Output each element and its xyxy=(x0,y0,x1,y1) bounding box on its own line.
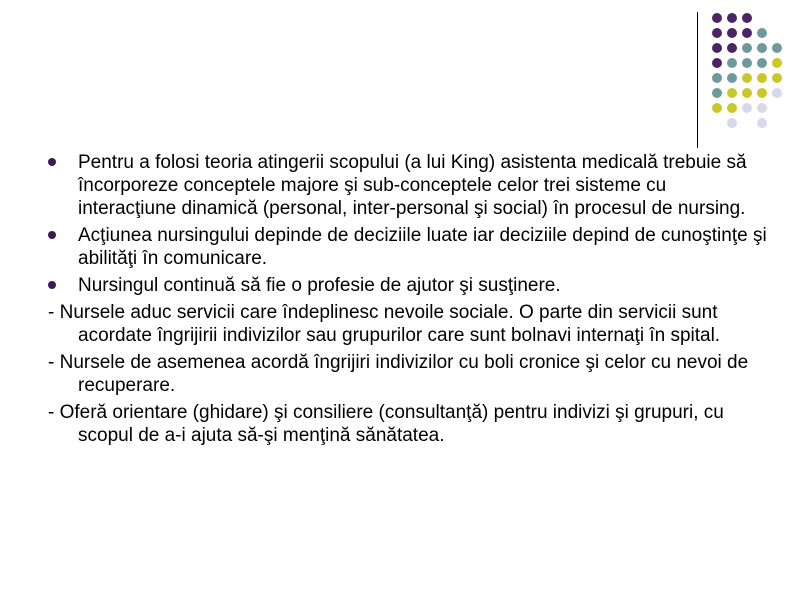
paragraph-text: - Nursele aduc servicii care îndeplinesc nevoile sociale. O parte din servicii sunt acordate îngrijirii indivizilor sau grupurilor care sunt bolnavi internaţi în spital. xyxy=(48,302,721,346)
bullet-icon xyxy=(48,281,56,289)
decorative-vertical-line xyxy=(697,12,698,148)
bullet-paragraph-1 xyxy=(48,151,768,220)
decorative-dot xyxy=(742,88,752,98)
decorative-dot xyxy=(742,28,752,38)
slide-body xyxy=(48,151,768,451)
decorative-dot xyxy=(727,28,737,38)
decorative-dot xyxy=(772,73,782,83)
decorative-dot xyxy=(712,58,722,68)
decorative-dot xyxy=(727,118,737,128)
decorative-dot xyxy=(712,13,722,23)
dot-grid-svg xyxy=(0,0,800,160)
decorative-dot xyxy=(772,88,782,98)
bullet-icon xyxy=(48,231,56,239)
decorative-dot xyxy=(712,73,722,83)
decorative-dot xyxy=(742,103,752,113)
dash-paragraph-1 xyxy=(48,301,768,347)
decorative-dot xyxy=(742,73,752,83)
decorative-dot xyxy=(727,88,737,98)
decorative-dot xyxy=(772,43,782,53)
decorative-dot xyxy=(757,118,767,128)
decorative-dot xyxy=(712,28,722,38)
decorative-dot xyxy=(712,88,722,98)
decorative-dot xyxy=(727,103,737,113)
bullet-paragraph-3 xyxy=(48,274,768,297)
decorative-dot xyxy=(727,13,737,23)
decorative-dot xyxy=(727,58,737,68)
decorative-dot xyxy=(757,73,767,83)
decorative-dot xyxy=(772,58,782,68)
decorative-dot xyxy=(712,43,722,53)
paragraph-text: Pentru a folosi teoria atingerii scopului (a lui King) asistenta medicală trebuie să încorporeze conceptele majore şi sub-conceptele celor trei sisteme cu interacţiune dinamică (personal, inter-personal şi social) în procesul de nursing. xyxy=(78,152,747,219)
decorative-dot xyxy=(727,43,737,53)
paragraph-text: Acţiunea nursingului depinde de deciziile luate iar deciziile depind de cunoştinţe şi abilităţi în comunicare. xyxy=(78,225,767,269)
dash-paragraph-3 xyxy=(48,401,768,447)
decorative-dot xyxy=(742,43,752,53)
dash-paragraph-2 xyxy=(48,351,768,397)
decorative-dot xyxy=(757,43,767,53)
decorative-dot xyxy=(727,73,737,83)
paragraph-text: - Nursele de asemenea acordă îngrijiri indivizilor cu boli cronice şi celor cu nevoi de recuperare. xyxy=(48,352,749,396)
decorative-dot xyxy=(757,88,767,98)
paragraph-text: Nursingul continuă să fie o profesie de ajutor şi susţinere. xyxy=(78,275,561,296)
paragraph-text: - Oferă orientare (ghidare) şi consiliere (consultanţă) pentru indivizi şi grupuri, cu scopul de a-i ajuta să-şi menţină sănătatea. xyxy=(48,402,724,446)
decorative-dot xyxy=(712,103,722,113)
decorative-dot xyxy=(742,58,752,68)
bullet-paragraph-2 xyxy=(48,224,768,270)
decorative-dot xyxy=(757,28,767,38)
decorative-dot xyxy=(742,13,752,23)
decorative-dot xyxy=(757,58,767,68)
bullet-icon xyxy=(48,158,56,166)
decorative-dot xyxy=(757,103,767,113)
